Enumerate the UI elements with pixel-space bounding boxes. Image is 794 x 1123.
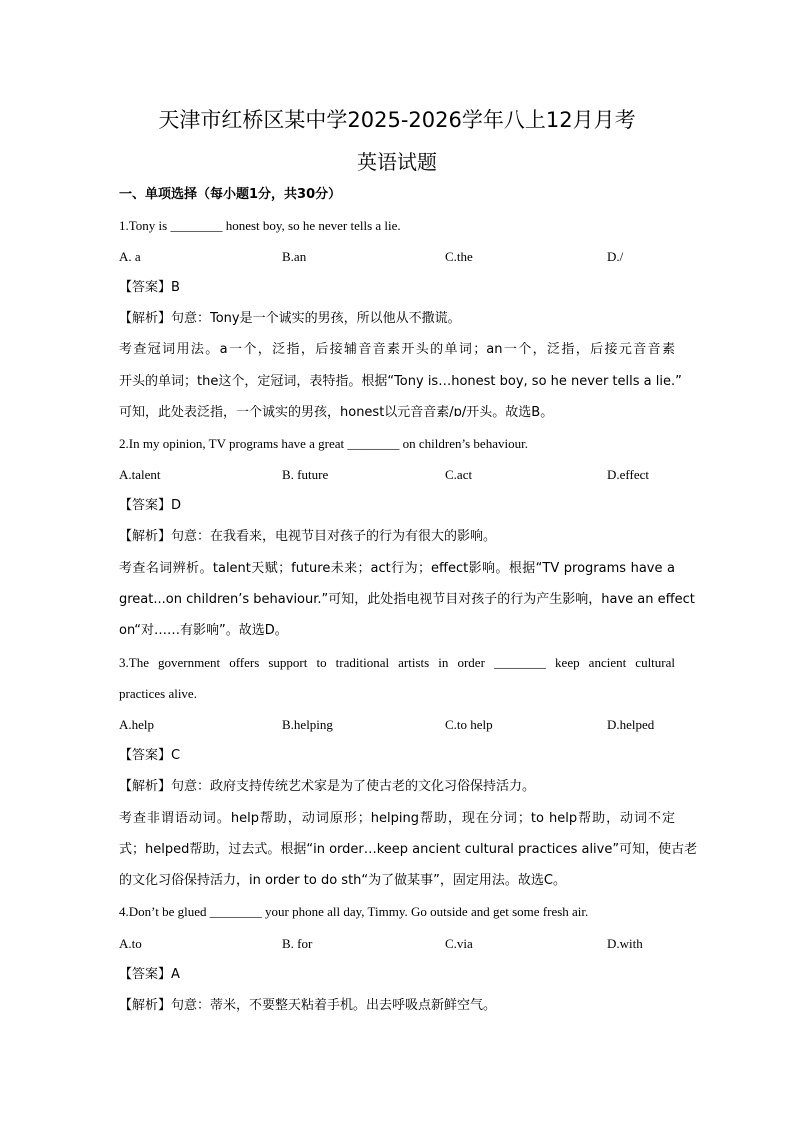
page-subtitle: 英语试题 (357, 150, 437, 174)
analysis-line: 的文化习俗保持活力，in order to do sth“为了做某事”，固定用法。故选C。 (119, 873, 566, 888)
option-c: C.via (445, 936, 473, 951)
option-a: A.talent (119, 467, 161, 482)
analysis-line: 考查冠词用法。a一个，泛指，后接辅音音素开头的单词；an一个，泛指，后接元音音素 (119, 342, 675, 357)
option-b: B. future (282, 467, 329, 482)
page-title: 天津市红桥区某中学2025-2026学年八上12月月考 (158, 108, 636, 132)
analysis-line: great...on children’s behaviour.”可知，此处指电视节目对孩子的行为产生影响，have an effect (119, 592, 695, 607)
option-a: A. a (119, 249, 141, 264)
option-d: D.effect (607, 467, 649, 482)
analysis-line: 【解析】句意：政府支持传统艺术家是为了使古老的文化习俗保持活力。 (119, 779, 536, 794)
option-c: C.to help (445, 717, 493, 732)
answer-line: 【答案】C (119, 748, 181, 763)
analysis-line: 式；helped帮助，过去式。根据“in order…keep ancient cultural practices alive”可知，使古老 (119, 842, 698, 857)
option-b: B.an (282, 249, 307, 264)
question-stem-continued: practices alive. (119, 686, 197, 701)
option-c: C.act (445, 467, 473, 482)
question-stem: 4.Don’t be glued ________ your phone all day, Timmy. Go outside and get some fresh air. (119, 904, 589, 919)
option-a: A.help (119, 717, 155, 732)
answer-line: 【答案】D (119, 498, 182, 513)
option-d: D.with (607, 936, 643, 951)
section-heading: 一、单项选择（每小题1分，共30分） (119, 187, 342, 202)
analysis-line: 【解析】句意：Tony是一个诚实的男孩，所以他从不撒谎。 (119, 311, 461, 326)
analysis-line: 开头的单词；the这个，定冠词，表特指。根据“Tony is…honest boy, so he never tells a lie.” (119, 374, 682, 389)
option-a: A.to (119, 936, 142, 951)
analysis-line: 考查名词辨析。talent天赋；future未来；act行为；effect影响。根据“TV programs have a (119, 561, 675, 576)
analysis-line: 【解析】句意：在我看来，电视节目对孩子的行为有很大的影响。 (119, 529, 497, 544)
option-d: D.helped (607, 717, 655, 732)
analysis-line: 【解析】句意：蒂米，不要整天粘着手机。出去呼吸点新鲜空气。 (119, 998, 497, 1013)
answer-line: 【答案】A (119, 967, 180, 982)
question-stem: 1.Tony is ________ honest boy, so he never tells a lie. (119, 218, 401, 233)
answer-line: 【答案】B (119, 280, 180, 295)
option-b: B.helping (282, 717, 333, 732)
analysis-line: 可知，此处表泛指，一个诚实的男孩，honest以元音音素/ɒ/开头。故选B。 (119, 405, 554, 420)
question-stem: 2.In my opinion, TV programs have a great ________ on children’s behaviour. (119, 436, 528, 451)
analysis-line: on“对……有影响”。故选D。 (119, 623, 288, 638)
option-d: D./ (607, 249, 624, 264)
option-c: C.the (445, 249, 473, 264)
analysis-line: 考查非谓语动词。help帮助，动词原形；helping帮助，现在分词；to help帮助，动词不定 (119, 811, 675, 826)
question-stem: 3.The government offers support to traditional artists in order ________ keep ancient cultural (119, 655, 675, 670)
option-b: B. for (282, 936, 313, 951)
